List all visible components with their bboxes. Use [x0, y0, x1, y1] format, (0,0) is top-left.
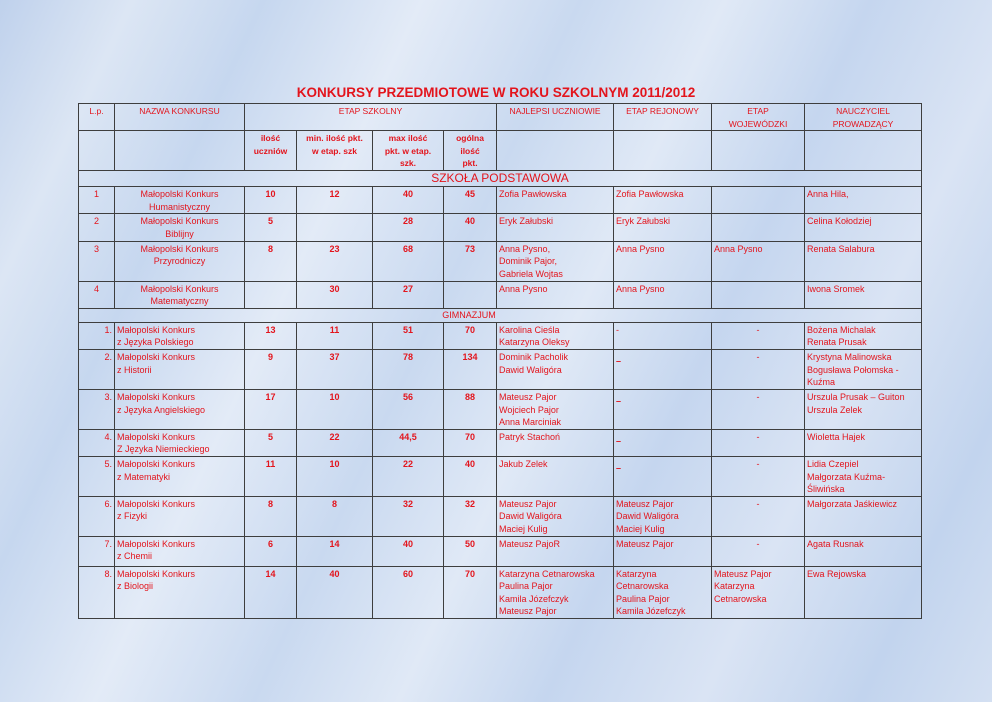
- lp-cell: 2.: [79, 349, 115, 389]
- regional-stage-line: –: [616, 462, 622, 473]
- best-students-cell: [497, 214, 614, 241]
- voivodeship-stage-cell: [712, 281, 805, 308]
- teacher-line: Renata Prusak: [807, 337, 867, 348]
- max-points-cell: 44,5: [373, 429, 444, 456]
- best-students-line: Gabriela Wojtas: [499, 268, 563, 279]
- header-empty-cell: [805, 131, 922, 171]
- contest-name-line: z Języka Angielskiego: [117, 404, 206, 415]
- contest-name-cell: [115, 566, 245, 618]
- min-points-cell: 40: [297, 566, 373, 618]
- best-students-line: Dominik Pacholik: [499, 351, 569, 362]
- contest-name-line: Małopolski Konkurs: [117, 538, 196, 549]
- max-points-cell: 22: [373, 456, 444, 496]
- teacher-cell: [805, 496, 922, 536]
- best-students-line: Jakub Zelek: [499, 458, 548, 469]
- header-best-students: NAJLEPSI UCZNIOWIE: [497, 104, 614, 131]
- teacher-line: Anna Hila,: [807, 189, 849, 200]
- teacher-line: Urszula Zelek: [807, 404, 863, 415]
- voivodeship-stage-cell: [712, 389, 805, 429]
- total-points-cell: 40: [444, 214, 497, 241]
- contest-name-line: z Języka Polskiego: [117, 337, 194, 348]
- contest-row: [79, 536, 922, 566]
- section-label: SZKOŁA PODSTAWOWA: [79, 171, 922, 187]
- students-count-cell: 13: [245, 322, 297, 349]
- contest-row: [79, 214, 922, 241]
- contest-name-line: Małopolski Konkurs: [140, 283, 219, 294]
- regional-stage-cell: [614, 456, 712, 496]
- best-students-cell: [497, 389, 614, 429]
- max-points-cell: 40: [373, 187, 444, 214]
- min-points-cell: 8: [297, 496, 373, 536]
- regional-stage-cell: [614, 281, 712, 308]
- best-students-cell: [497, 429, 614, 456]
- students-count-cell: 5: [245, 429, 297, 456]
- best-students-line: Karolina Cieśla: [499, 324, 560, 335]
- lp-cell: 3.: [79, 389, 115, 429]
- subheader-row: [79, 131, 922, 171]
- voivodeship-stage-cell: [712, 349, 805, 389]
- header-line: min. ilość pkt.: [306, 133, 363, 144]
- header-line: ogólna: [456, 133, 484, 144]
- best-students-line: Kamila Józefczyk: [499, 593, 569, 604]
- best-students-line: Dawid Waligóra: [499, 364, 562, 375]
- header-empty-cell: [115, 131, 245, 171]
- subheader-students-count: [245, 131, 297, 171]
- best-students-line: Maciej Kulig: [499, 523, 548, 534]
- teacher-cell: [805, 241, 922, 281]
- contest-name-cell: [115, 349, 245, 389]
- voivodeship-stage-line: -: [756, 431, 760, 442]
- best-students-cell: [497, 349, 614, 389]
- teacher-line: Śliwińska: [807, 484, 845, 495]
- best-students-cell: [497, 281, 614, 308]
- total-points-cell: 70: [444, 429, 497, 456]
- min-points-cell: 37: [297, 349, 373, 389]
- min-points-cell: 22: [297, 429, 373, 456]
- header-regional-stage: ETAP REJONOWY: [614, 104, 712, 131]
- regional-stage-cell: [614, 214, 712, 241]
- lp-cell: 4.: [79, 429, 115, 456]
- lp-cell: 8.: [79, 566, 115, 618]
- voivodeship-stage-cell: [712, 429, 805, 456]
- header-line: max ilość: [388, 133, 428, 144]
- teacher-cell: [805, 187, 922, 214]
- best-students-line: Anna Pysno,: [499, 243, 551, 254]
- teacher-cell: [805, 566, 922, 618]
- best-students-cell: [497, 241, 614, 281]
- min-points-cell: 11: [297, 322, 373, 349]
- contest-row: [79, 429, 922, 456]
- students-count-cell: 17: [245, 389, 297, 429]
- regional-stage-cell: [614, 496, 712, 536]
- section-row: [79, 308, 922, 322]
- contest-name-line: Biblijny: [165, 228, 194, 239]
- regional-stage-cell: [614, 566, 712, 618]
- subheader-total-points: [444, 131, 497, 171]
- header-line: ilość: [460, 145, 480, 156]
- best-students-line: Mateusz Pajor: [499, 606, 557, 617]
- header-line: w etap. szk: [312, 145, 357, 156]
- header-line: WOJEWÓDZKI: [728, 118, 788, 129]
- teacher-cell: [805, 429, 922, 456]
- lp-cell: 4: [79, 281, 115, 308]
- best-students-line: Katarzyna Cetnarowska: [499, 568, 595, 579]
- best-students-cell: [497, 456, 614, 496]
- contest-row: [79, 496, 922, 536]
- best-students-line: Dawid Waligóra: [499, 511, 562, 522]
- teacher-cell: [805, 456, 922, 496]
- teacher-line: Agata Rusnak: [807, 538, 864, 549]
- teacher-line: Małgorzata Kuźma-: [807, 471, 886, 482]
- total-points-cell: 70: [444, 322, 497, 349]
- max-points-cell: 68: [373, 241, 444, 281]
- best-students-line: Patryk Stachoń: [499, 431, 561, 442]
- regional-stage-line: -: [616, 324, 620, 335]
- max-points-cell: 51: [373, 322, 444, 349]
- voivodeship-stage-line: Anna Pysno: [714, 243, 763, 254]
- best-students-cell: [497, 322, 614, 349]
- contest-row: [79, 456, 922, 496]
- contest-name-line: z Matematyki: [117, 471, 171, 482]
- contest-row: [79, 389, 922, 429]
- header-contest-name: NAZWA KONKURSU: [115, 104, 245, 131]
- total-points-cell: 45: [444, 187, 497, 214]
- header-empty-cell: [497, 131, 614, 171]
- regional-stage-cell: [614, 389, 712, 429]
- lp-cell: 3: [79, 241, 115, 281]
- best-students-line: Anna Marciniak: [499, 417, 562, 428]
- header-teacher: [805, 104, 922, 131]
- voivodeship-stage-cell: [712, 322, 805, 349]
- total-points-cell: 50: [444, 536, 497, 566]
- max-points-cell: 78: [373, 349, 444, 389]
- contest-name-cell: [115, 187, 245, 214]
- voivodeship-stage-line: -: [756, 498, 760, 509]
- header-empty-cell: [614, 131, 712, 171]
- header-empty-cell: [79, 131, 115, 171]
- max-points-cell: 32: [373, 496, 444, 536]
- contest-name-cell: [115, 496, 245, 536]
- min-points-cell: 30: [297, 281, 373, 308]
- voivodeship-stage-cell: [712, 456, 805, 496]
- contest-name-line: Małopolski Konkurs: [117, 568, 196, 579]
- voivodeship-stage-line: -: [756, 351, 760, 362]
- header-line: NAUCZYCIEL: [836, 106, 890, 116]
- regional-stage-cell: [614, 241, 712, 281]
- best-students-line: Wojciech Pajor: [499, 404, 559, 415]
- header-row: [79, 104, 922, 131]
- contest-name-line: Małopolski Konkurs: [117, 458, 196, 469]
- best-students-line: Mateusz Pajor: [499, 498, 557, 509]
- regional-stage-line: Paulina Pajor: [616, 593, 670, 604]
- min-points-cell: 14: [297, 536, 373, 566]
- contest-name-line: z Chemii: [117, 551, 153, 562]
- total-points-cell: [444, 281, 497, 308]
- teacher-line: Bożena Michalak: [807, 324, 876, 335]
- lp-cell: 7.: [79, 536, 115, 566]
- teacher-line: Krystyna Malinowska: [807, 351, 892, 362]
- regional-stage-line: Mateusz Pajor: [616, 538, 674, 549]
- teacher-cell: [805, 389, 922, 429]
- voivodeship-stage-cell: [712, 496, 805, 536]
- best-students-line: Mateusz PajoR: [499, 538, 561, 549]
- regional-stage-line: Katarzyna: [616, 568, 657, 579]
- min-points-cell: 10: [297, 389, 373, 429]
- contest-name-line: Małopolski Konkurs: [117, 431, 196, 442]
- best-students-line: Katarzyna Oleksy: [499, 337, 570, 348]
- regional-stage-cell: [614, 536, 712, 566]
- section-label: GIMNAZJUM: [79, 308, 922, 322]
- total-points-cell: 32: [444, 496, 497, 536]
- min-points-cell: 23: [297, 241, 373, 281]
- min-points-cell: 10: [297, 456, 373, 496]
- contest-name-line: z Biologii: [117, 581, 154, 592]
- regional-stage-line: –: [616, 435, 622, 446]
- contest-row: [79, 187, 922, 214]
- regional-stage-cell: [614, 322, 712, 349]
- total-points-cell: 40: [444, 456, 497, 496]
- teacher-cell: [805, 214, 922, 241]
- max-points-cell: 56: [373, 389, 444, 429]
- header-empty-cell: [712, 131, 805, 171]
- students-count-cell: 10: [245, 187, 297, 214]
- regional-stage-line: Eryk Załubski: [616, 216, 671, 227]
- lp-cell: 2: [79, 214, 115, 241]
- contest-name-cell: [115, 322, 245, 349]
- teacher-cell: [805, 536, 922, 566]
- header-line: pkt.: [462, 158, 478, 169]
- best-students-line: Paulina Pajor: [499, 581, 553, 592]
- students-count-cell: [245, 281, 297, 308]
- best-students-line: Mateusz Pajor: [499, 391, 557, 402]
- lp-cell: 6.: [79, 496, 115, 536]
- contest-name-cell: [115, 536, 245, 566]
- contest-name-line: z Historii: [117, 364, 152, 375]
- contest-name-line: Małopolski Konkurs: [140, 189, 219, 200]
- students-count-cell: 6: [245, 536, 297, 566]
- contest-name-line: Małopolski Konkurs: [140, 216, 219, 227]
- max-points-cell: 27: [373, 281, 444, 308]
- students-count-cell: 9: [245, 349, 297, 389]
- regional-stage-line: Zofia Pawłowska: [616, 189, 684, 200]
- best-students-cell: [497, 187, 614, 214]
- voivodeship-stage-cell: [712, 566, 805, 618]
- contest-row: [79, 349, 922, 389]
- contest-name-cell: [115, 456, 245, 496]
- teacher-line: Renata Salabura: [807, 243, 875, 254]
- students-count-cell: 14: [245, 566, 297, 618]
- regional-stage-cell: [614, 349, 712, 389]
- voivodeship-stage-line: -: [756, 538, 760, 549]
- table-body: [79, 171, 922, 619]
- header-line: ETAP: [747, 106, 769, 116]
- regional-stage-line: Dawid Waligóra: [616, 511, 679, 522]
- voivodeship-stage-cell: [712, 187, 805, 214]
- header-line: pkt. w etap.: [384, 145, 432, 156]
- contest-row: [79, 241, 922, 281]
- best-students-line: Anna Pysno: [499, 283, 548, 294]
- best-students-cell: [497, 566, 614, 618]
- contest-name-cell: [115, 389, 245, 429]
- teacher-line: Małgorzata Jaśkiewicz: [807, 498, 898, 509]
- contest-name-cell: [115, 214, 245, 241]
- voivodeship-stage-cell: [712, 214, 805, 241]
- best-students-line: Zofia Pawłowska: [499, 189, 567, 200]
- voivodeship-stage-line: -: [756, 391, 760, 402]
- total-points-cell: 73: [444, 241, 497, 281]
- contests-table: [78, 103, 922, 619]
- contest-name-cell: [115, 241, 245, 281]
- contest-name-cell: [115, 281, 245, 308]
- contest-name-line: Humanistyczny: [148, 201, 211, 212]
- max-points-cell: 60: [373, 566, 444, 618]
- teacher-line: Urszula Prusak – Guiton: [807, 391, 905, 402]
- regional-stage-line: –: [616, 355, 622, 366]
- header-line: uczniów: [253, 145, 288, 156]
- teacher-cell: [805, 281, 922, 308]
- contest-name-cell: [115, 429, 245, 456]
- contest-name-line: Przyrodniczy: [153, 256, 206, 267]
- contest-name-line: Małopolski Konkurs: [117, 351, 196, 362]
- best-students-cell: [497, 536, 614, 566]
- contest-name-line: Małopolski Konkurs: [117, 391, 196, 402]
- contest-name-line: Małopolski Konkurs: [117, 498, 196, 509]
- contest-row: [79, 322, 922, 349]
- section-row: [79, 171, 922, 187]
- header-school-stage: ETAP SZKOLNY: [245, 104, 497, 131]
- students-count-cell: 11: [245, 456, 297, 496]
- voivodeship-stage-line: Mateusz Pajor: [714, 568, 772, 579]
- header-line: szk.: [399, 158, 417, 169]
- lp-cell: 5.: [79, 456, 115, 496]
- students-count-cell: 8: [245, 496, 297, 536]
- regional-stage-line: Maciej Kulig: [616, 523, 665, 534]
- contest-name-line: Małopolski Konkurs: [117, 324, 196, 335]
- contest-row: [79, 281, 922, 308]
- header-line: PROWADZĄCY: [832, 118, 894, 129]
- regional-stage-line: Cetnarowska: [616, 581, 669, 592]
- teacher-line: Bogusława Połomska -: [807, 364, 899, 375]
- contest-row: [79, 566, 922, 618]
- voivodeship-stage-line: Cetnarowska: [714, 593, 767, 604]
- teacher-line: Celina Kołodziej: [807, 216, 872, 227]
- teacher-cell: [805, 322, 922, 349]
- best-students-line: Dominik Pajor,: [499, 256, 558, 267]
- lp-cell: 1: [79, 187, 115, 214]
- total-points-cell: 88: [444, 389, 497, 429]
- subheader-min-points: [297, 131, 373, 171]
- contest-name-line: z Fizyki: [117, 511, 147, 522]
- best-students-cell: [497, 496, 614, 536]
- regional-stage-cell: [614, 429, 712, 456]
- min-points-cell: 12: [297, 187, 373, 214]
- max-points-cell: 28: [373, 214, 444, 241]
- voivodeship-stage-line: -: [756, 324, 760, 335]
- voivodeship-stage-line: Katarzyna: [714, 581, 755, 592]
- voivodeship-stage-line: -: [756, 458, 760, 469]
- teacher-line: Lidia Czepiel: [807, 458, 859, 469]
- regional-stage-line: Kamila Józefczyk: [616, 606, 686, 617]
- min-points-cell: [297, 214, 373, 241]
- lp-cell: 1.: [79, 322, 115, 349]
- max-points-cell: 40: [373, 536, 444, 566]
- students-count-cell: 5: [245, 214, 297, 241]
- contest-name-line: Małopolski Konkurs: [140, 243, 219, 254]
- page-title: KONKURSY PRZEDMIOTOWE W ROKU SZKOLNYM 2011/2012: [296, 85, 696, 100]
- header-lp: L.p.: [79, 104, 115, 131]
- subheader-max-points: [373, 131, 444, 171]
- header-line: ilość: [260, 133, 281, 144]
- contest-name-line: Z Języka Niemieckiego: [117, 444, 210, 455]
- teacher-line: Kuźma: [807, 377, 836, 388]
- voivodeship-stage-cell: [712, 536, 805, 566]
- teacher-line: Iwona Sromek: [807, 283, 865, 294]
- regional-stage-line: Anna Pysno: [616, 283, 665, 294]
- voivodeship-stage-cell: [712, 241, 805, 281]
- regional-stage-line: –: [616, 395, 622, 406]
- header-voivodeship-stage: [712, 104, 805, 131]
- students-count-cell: 8: [245, 241, 297, 281]
- teacher-line: Ewa Rejowska: [807, 568, 867, 579]
- regional-stage-cell: [614, 187, 712, 214]
- total-points-cell: 70: [444, 566, 497, 618]
- regional-stage-line: Mateusz Pajor: [616, 498, 674, 509]
- contest-name-line: Matematyczny: [150, 296, 209, 307]
- best-students-line: Eryk Załubski: [499, 216, 554, 227]
- regional-stage-line: Anna Pysno: [616, 243, 665, 254]
- teacher-cell: [805, 349, 922, 389]
- teacher-line: Wioletta Hajek: [807, 431, 866, 442]
- total-points-cell: 134: [444, 349, 497, 389]
